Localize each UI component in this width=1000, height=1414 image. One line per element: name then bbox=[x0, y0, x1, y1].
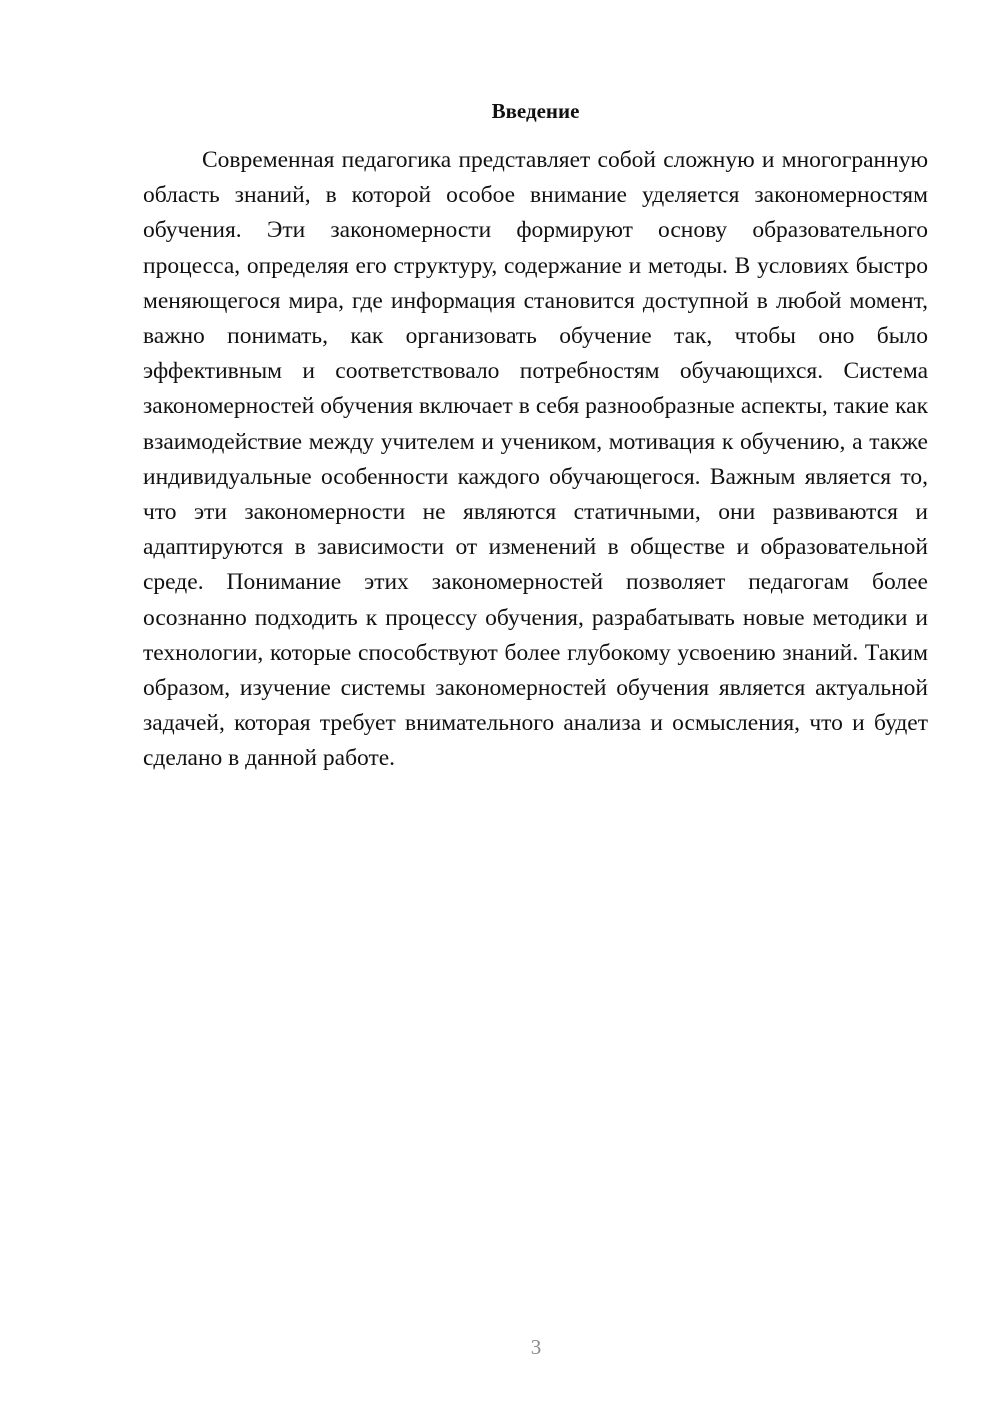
page-title: Введение bbox=[491, 99, 580, 123]
page-number: 3 bbox=[530, 1335, 542, 1359]
body-paragraph: Современная педагогика представляет собой сложную и многогранную область знаний, в которой особое внимание уделяется закономерностям обучения. Эти закономерности формируют основу образовательного процесса, определяя его структуру, содержание и методы. В условиях быстро меняющегося мира, где информация становится доступной в любой момент, важно понимать, как организовать обучение так, чтобы оно было эффективным и соответствовало потребностям обучающихся. Система закономерностей обучения включает в себя разнообразные аспекты, такие как взаимодействие между учителем и учеником, мотивация к обучению, а также индивидуальные особенности каждого обучающегося. Важным является то, что эти закономерности не являются статичными, они развиваются и адаптируются в зависимости от изменений в обществе и образовательной среде. Понимание этих закономерностей позволяет педагогам более осознанно подходить к процессу обучения, разрабатывать новые методики и технологии, которые способствуют более глубокому усвоению знаний. Таким образом, изучение системы закономерностей обучения является актуальной задачей, которая требует внимательного анализа и осмысления, что и будет сделано в данной работе. bbox=[143, 147, 928, 772]
